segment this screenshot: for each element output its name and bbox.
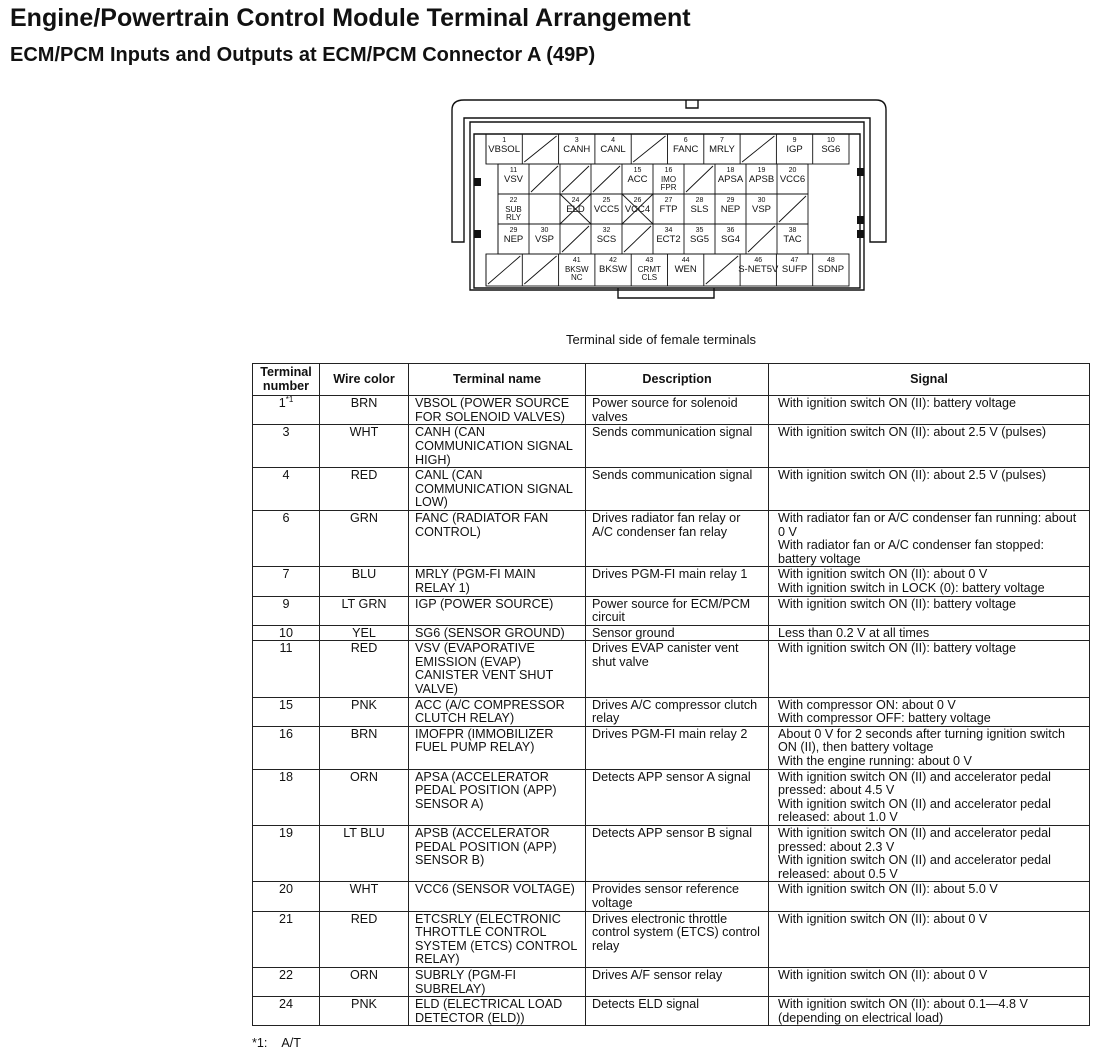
terminal-number-label: 43 xyxy=(645,257,654,264)
table-row xyxy=(253,997,1090,1026)
terminal-number-label: 3 xyxy=(574,137,579,144)
connector-diagram xyxy=(440,92,900,310)
terminal-name-label: FPR xyxy=(660,183,677,192)
table-row xyxy=(253,510,1090,566)
terminal-name-cell: ELD (ELECTRICAL LOAD DETECTOR (ELD)) xyxy=(409,997,586,1026)
terminal-number-label: 1 xyxy=(502,137,507,144)
terminal-name-label: NC xyxy=(570,273,583,282)
table-row xyxy=(253,697,1090,726)
terminal-name-label: CANL xyxy=(600,144,626,155)
terminal-name-label: CLS xyxy=(641,273,658,282)
terminal-number-cell xyxy=(253,567,320,596)
empty-cell-slash xyxy=(562,226,589,252)
terminal-name-cell: VCC6 (SENSOR VOLTAGE) xyxy=(409,882,586,911)
terminal-number-label: 15 xyxy=(633,167,642,174)
terminal-number-cell xyxy=(253,468,320,511)
terminal-number-label: 16 xyxy=(664,167,673,174)
terminal-name-label: CRMT xyxy=(637,265,661,274)
table-row xyxy=(253,911,1090,967)
description-cell: Power source for ECM/PCM circuit xyxy=(586,596,769,625)
terminal-number: 24 xyxy=(278,997,293,1012)
description-cell: Drives PGM-FI main relay 1 xyxy=(586,567,769,596)
wire-color-cell: BRN xyxy=(320,726,409,769)
terminal-number: 22 xyxy=(278,967,293,982)
terminal-number-cell xyxy=(253,967,320,996)
signal-cell: With ignition switch ON (II) and accelerator pedal pressed: about 4.5 V With ignition switch ON (II) and accelerator pedal released: about 1.0 V xyxy=(769,769,1090,825)
signal-cell: With ignition switch ON (II): about 5.0 V xyxy=(769,882,1090,911)
terminal-name-label: BKSW xyxy=(599,264,628,275)
terminal-name-label: IMO xyxy=(660,175,677,184)
terminal-number: 20 xyxy=(278,882,293,897)
signal-cell: With ignition switch ON (II): about 2.5 V (pulses) xyxy=(769,468,1090,511)
terminal-name-label: TAC xyxy=(783,234,802,245)
terminal-name-label: SCS xyxy=(596,234,617,245)
terminal-number: 1 xyxy=(278,396,286,411)
signal-cell: With ignition switch ON (II): about 0 V xyxy=(769,911,1090,967)
terminal-number-label: 27 xyxy=(664,197,673,204)
terminal-number-label: 29 xyxy=(726,197,735,204)
wire-color-cell: YEL xyxy=(320,625,409,641)
terminal-name-label: NEP xyxy=(720,204,741,215)
terminal-name-label: BKSW xyxy=(564,265,589,274)
col-header-wire-color: Wire color xyxy=(320,364,409,396)
terminal-name-label: CANH xyxy=(563,144,591,155)
connector-terminal-labels xyxy=(488,137,844,282)
terminal-number-cell xyxy=(253,826,320,882)
empty-cell-slash xyxy=(706,256,738,284)
terminal-number-label: 22 xyxy=(509,197,518,204)
wire-color-cell: ORN xyxy=(320,769,409,825)
terminal-number-cell xyxy=(253,769,320,825)
terminal-number-label: 25 xyxy=(602,197,611,204)
terminal-number-label: 36 xyxy=(726,227,735,234)
wire-color-cell: LT GRN xyxy=(320,596,409,625)
table-header-row xyxy=(253,364,1090,396)
wire-color-cell: BLU xyxy=(320,567,409,596)
footnote-mark: *1: xyxy=(252,1036,268,1050)
terminal-number: 21 xyxy=(278,911,293,926)
col-header-terminal: Terminal number xyxy=(253,364,320,396)
terminal-number-cell xyxy=(253,911,320,967)
empty-cell-slash xyxy=(748,226,775,252)
description-cell: Detects APP sensor B signal xyxy=(586,826,769,882)
terminal-name-cell: VBSOL (POWER SOURCE FOR SOLENOID VALVES) xyxy=(409,396,586,425)
terminal-name-label: VSP xyxy=(751,204,772,215)
terminal-name-label: VSV xyxy=(503,174,524,185)
wire-color-cell: ORN xyxy=(320,967,409,996)
table-row xyxy=(253,596,1090,625)
terminal-name-label: ELD xyxy=(566,204,585,215)
table-row xyxy=(253,769,1090,825)
terminal-number-cell xyxy=(253,625,320,641)
terminal-name-label: APSB xyxy=(748,174,775,185)
terminal-number-cell xyxy=(253,641,320,697)
empty-cell-slash xyxy=(524,136,556,162)
terminal-number-label: 10 xyxy=(826,137,835,144)
description-cell: Drives PGM-FI main relay 2 xyxy=(586,726,769,769)
footnote xyxy=(252,1036,301,1050)
page-title: Engine/Powertrain Control Module Terminal Arrangement xyxy=(10,4,691,32)
terminal-number-cell xyxy=(253,596,320,625)
table-row xyxy=(253,567,1090,596)
terminal-name-label: SLS xyxy=(690,204,709,215)
signal-cell: With ignition switch ON (II): about 0.1—4.8 V (depending on electrical load) xyxy=(769,997,1090,1026)
signal-cell: With radiator fan or A/C condenser fan running: about 0 V With radiator fan or A/C condenser fan stopped: battery voltage xyxy=(769,510,1090,566)
wire-color-cell: RED xyxy=(320,911,409,967)
terminal-number: 6 xyxy=(282,510,290,525)
terminal-name-cell: FANC (RADIATOR FAN CONTROL) xyxy=(409,510,586,566)
wire-color-cell: RED xyxy=(320,641,409,697)
terminal-number-label: 38 xyxy=(788,227,797,234)
terminal-number: 10 xyxy=(278,625,293,640)
signal-cell: With ignition switch ON (II): about 0 V xyxy=(769,967,1090,996)
signal-cell: With compressor ON: about 0 V With compressor OFF: battery voltage xyxy=(769,697,1090,726)
terminal-number-cell xyxy=(253,726,320,769)
terminal-name-cell: VSV (EVAPORATIVE EMISSION (EVAP) CANISTER VENT SHUT VALVE) xyxy=(409,641,586,697)
terminal-number-label: 19 xyxy=(757,167,766,174)
table-row xyxy=(253,625,1090,641)
terminal-number-label: 20 xyxy=(788,167,797,174)
terminal-name-cell: ACC (A/C COMPRESSOR CLUTCH RELAY) xyxy=(409,697,586,726)
empty-cell-slash xyxy=(593,166,620,192)
terminal-name-label: VBSOL xyxy=(488,144,520,155)
terminal-number: 19 xyxy=(278,826,293,840)
terminal-number-cell xyxy=(253,425,320,468)
wire-color-cell: BRN xyxy=(320,396,409,425)
terminal-number-label: 30 xyxy=(540,227,549,234)
description-cell: Sends communication signal xyxy=(586,468,769,511)
terminal-number-label: 34 xyxy=(664,227,673,234)
terminal-name-label: SUB xyxy=(505,205,522,214)
terminal-table xyxy=(252,363,1090,1026)
connector-caption: Terminal side of female terminals xyxy=(566,332,757,347)
description-cell: Detects ELD signal xyxy=(586,997,769,1026)
terminal-name-cell: SUBRLY (PGM-FI SUBRELAY) xyxy=(409,967,586,996)
description-cell: Sends communication signal xyxy=(586,425,769,468)
signal-cell: With ignition switch ON (II): battery voltage xyxy=(769,641,1090,697)
wire-color-cell: PNK xyxy=(320,697,409,726)
terminal-number-label: 28 xyxy=(695,197,704,204)
terminal-number-label: 7 xyxy=(719,137,724,144)
description-cell: Provides sensor reference voltage xyxy=(586,882,769,911)
terminal-number-label: 30 xyxy=(757,197,766,204)
table-row xyxy=(253,967,1090,996)
empty-cell-slash xyxy=(562,166,589,192)
description-cell: Drives A/C compressor clutch relay xyxy=(586,697,769,726)
col-header-signal: Signal xyxy=(769,364,1090,396)
page-subtitle: ECM/PCM Inputs and Outputs at ECM/PCM Connector A (49P) xyxy=(10,44,596,66)
terminal-name-label: NEP xyxy=(503,234,524,245)
terminal-number-cell xyxy=(253,510,320,566)
terminal-number-label: 32 xyxy=(602,227,611,234)
terminal-number-cell xyxy=(253,882,320,911)
signal-cell: Less than 0.2 V at all times xyxy=(769,625,1090,641)
terminal-name-label: IGP xyxy=(786,144,803,155)
terminal-number-label: 44 xyxy=(681,257,690,264)
terminal-name-label: SG4 xyxy=(720,234,741,245)
footnote-text: A/T xyxy=(281,1036,301,1050)
terminal-name-label: VCC5 xyxy=(593,204,620,215)
wire-color-cell: WHT xyxy=(320,425,409,468)
signal-cell: With ignition switch ON (II): battery voltage xyxy=(769,596,1090,625)
terminal-name-label: ACC xyxy=(627,174,648,185)
empty-cell-slash xyxy=(524,256,556,284)
terminal-name-label: WEN xyxy=(674,264,697,275)
terminal-number-cell xyxy=(253,697,320,726)
terminal-name-cell: APSA (ACCELERATOR PEDAL POSITION (APP) SENSOR A) xyxy=(409,769,586,825)
terminal-number-label: 35 xyxy=(695,227,704,234)
signal-cell: About 0 V for 2 seconds after turning ignition switch ON (II), then battery voltage With the engine running: about 0 V xyxy=(769,726,1090,769)
description-cell: Sensor ground xyxy=(586,625,769,641)
col-header-terminal-name: Terminal name xyxy=(409,364,586,396)
terminal-name-label: SUFP xyxy=(781,264,808,275)
terminal-name-label: SG6 xyxy=(821,144,841,155)
terminal-name-cell: ETCSRLY (ELECTRONIC THROTTLE CONTROL SYSTEM (ETCS) CONTROL RELAY) xyxy=(409,911,586,967)
terminal-name-label: SG5 xyxy=(689,234,710,245)
terminal-name-label: APSA xyxy=(717,174,744,185)
terminal-name-cell: CANL (CAN COMMUNICATION SIGNAL LOW) xyxy=(409,468,586,511)
table-row xyxy=(253,726,1090,769)
terminal-name-label: ECT2 xyxy=(656,234,681,245)
terminal-number: 7 xyxy=(282,567,290,582)
terminal-name-label: VSP xyxy=(534,234,555,245)
terminal-name-cell: SG6 (SENSOR GROUND) xyxy=(409,625,586,641)
terminal-number-label: 9 xyxy=(792,137,797,144)
table-row xyxy=(253,641,1090,697)
terminal-number-label: 6 xyxy=(683,137,688,144)
terminal-number-label: 24 xyxy=(571,197,580,204)
empty-cell-slash xyxy=(488,256,520,284)
empty-cell-slash xyxy=(633,136,665,162)
terminal-number-label: 18 xyxy=(726,167,735,174)
terminal-number-cell xyxy=(253,997,320,1026)
description-cell: Power source for solenoid valves xyxy=(586,396,769,425)
description-cell: Drives radiator fan relay or A/C condenser fan relay xyxy=(586,510,769,566)
table-row xyxy=(253,468,1090,511)
signal-cell: With ignition switch ON (II) and accelerator pedal pressed: about 2.3 V With ignition switch ON (II) and accelerator pedal released: about 0.5 V xyxy=(769,826,1090,882)
empty-cell-slash xyxy=(624,226,651,252)
terminal-number: 4 xyxy=(282,468,290,483)
terminal-number-label: 47 xyxy=(790,257,799,264)
terminal-number: 11 xyxy=(279,641,293,656)
terminal-number-label: 26 xyxy=(633,197,642,204)
terminal-name-label: VCC6 xyxy=(779,174,806,185)
wire-color-cell: RED xyxy=(320,468,409,511)
table-row xyxy=(253,882,1090,911)
description-cell: Drives EVAP canister vent shut valve xyxy=(586,641,769,697)
terminal-number-label: 11 xyxy=(509,167,518,174)
terminal-number-label: 29 xyxy=(509,227,518,234)
empty-cell-slash xyxy=(686,166,713,192)
description-cell: Drives A/F sensor relay xyxy=(586,967,769,996)
terminal-number: 9 xyxy=(282,596,290,611)
terminal-name-label: MRLY xyxy=(709,144,735,155)
terminal-name-cell: MRLY (PGM-FI MAIN RELAY 1) xyxy=(409,567,586,596)
terminal-name-cell: CANH (CAN COMMUNICATION SIGNAL HIGH) xyxy=(409,425,586,468)
wire-color-cell: WHT xyxy=(320,882,409,911)
terminal-name-label: S-NET5V xyxy=(738,264,779,275)
terminal-name-label: FTP xyxy=(659,204,678,215)
description-cell: Drives electronic throttle control system (ETCS) control relay xyxy=(586,911,769,967)
terminal-number-cell xyxy=(253,396,320,425)
terminal-name-label: SDNP xyxy=(817,264,845,275)
terminal-number-label: 4 xyxy=(611,137,616,144)
terminal-number-label: 42 xyxy=(609,257,617,264)
empty-cell-slash xyxy=(779,196,806,222)
terminal-number: 15 xyxy=(278,697,293,712)
signal-cell: With ignition switch ON (II): about 2.5 V (pulses) xyxy=(769,425,1090,468)
terminal-name-cell: IGP (POWER SOURCE) xyxy=(409,596,586,625)
terminal-name-cell: IMOFPR (IMMOBILIZER FUEL PUMP RELAY) xyxy=(409,726,586,769)
table-row xyxy=(253,826,1090,882)
terminal-name-label: FANC xyxy=(672,144,699,155)
terminal-number: 18 xyxy=(278,769,293,784)
terminal-number: 3 xyxy=(282,425,290,440)
table-row xyxy=(253,396,1090,425)
description-cell: Detects APP sensor A signal xyxy=(586,769,769,825)
terminal-number: 16 xyxy=(278,726,293,741)
terminal-number-label: 48 xyxy=(826,257,835,264)
wire-color-cell: GRN xyxy=(320,510,409,566)
terminal-number-label: 46 xyxy=(754,257,763,264)
signal-cell: With ignition switch ON (II): about 0 V With ignition switch in LOCK (0): battery voltage xyxy=(769,567,1090,596)
signal-cell: With ignition switch ON (II): battery voltage xyxy=(769,396,1090,425)
empty-cell-slash xyxy=(531,166,558,192)
terminal-name-label: VCC4 xyxy=(624,204,651,215)
terminal-name-label: RLY xyxy=(506,213,521,222)
terminal-number-label: 41 xyxy=(572,257,581,264)
empty-cell-slash xyxy=(742,136,774,162)
wire-color-cell: LT BLU xyxy=(320,826,409,882)
table-row xyxy=(253,425,1090,468)
terminal-name-cell: APSB (ACCELERATOR PEDAL POSITION (APP) SENSOR B) xyxy=(409,826,586,882)
footnote-ref: *1 xyxy=(285,395,294,404)
col-header-description: Description xyxy=(586,364,769,396)
wire-color-cell: PNK xyxy=(320,997,409,1026)
